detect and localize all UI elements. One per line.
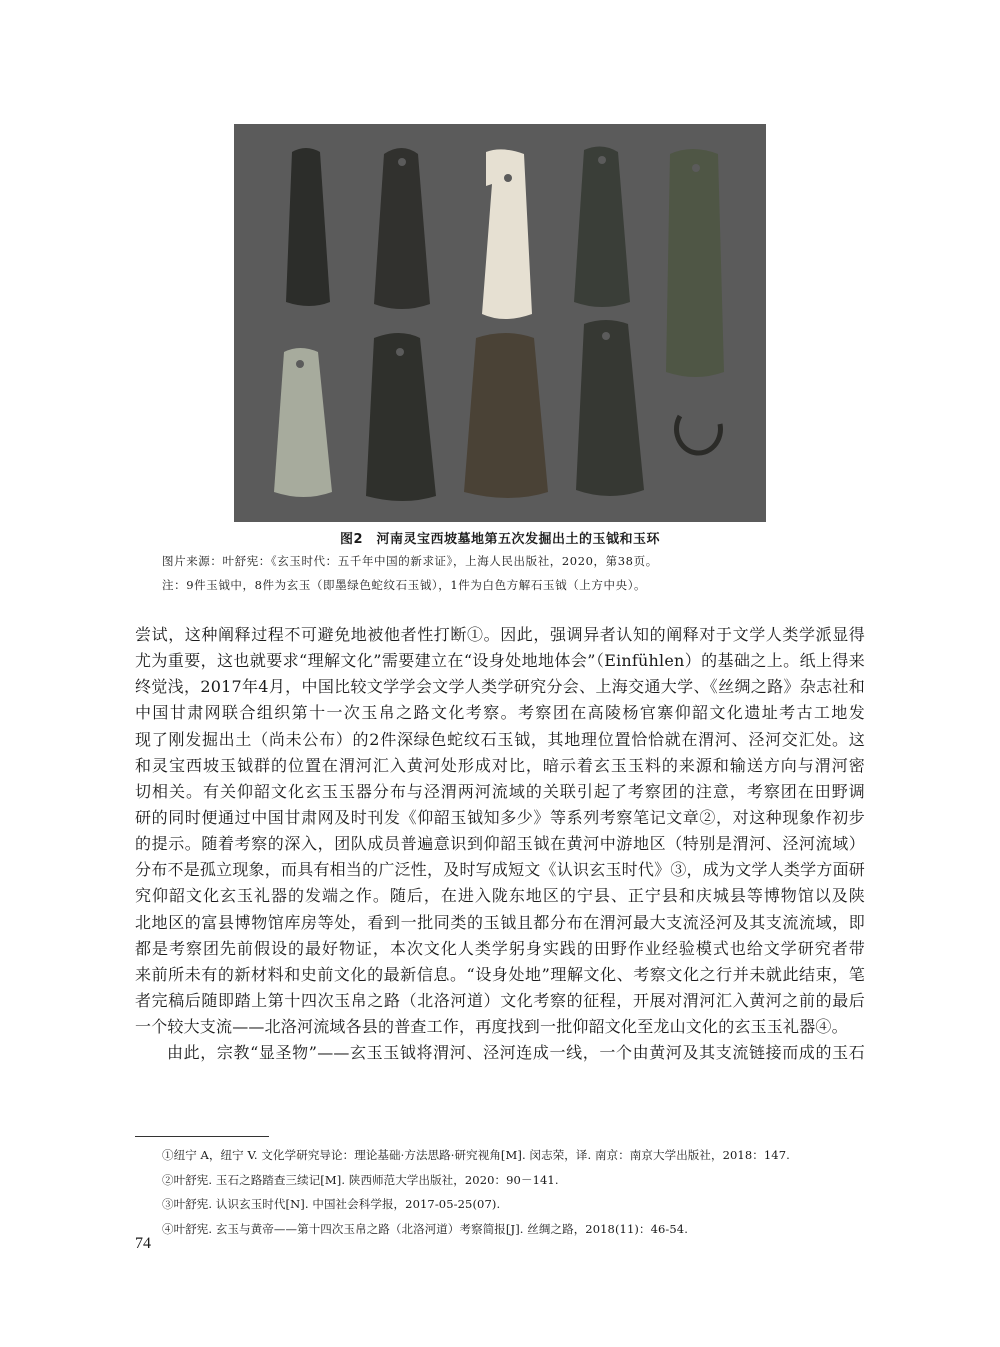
figure-caption: 图2 河南灵宝西坡墓地第五次发掘出土的玉钺和玉环 bbox=[339, 532, 661, 547]
body-line: 尤为重要，这也就要求“理解文化”需要建立在“设身处地地体会”（Einfühlen）的基础之上。纸上得来 bbox=[135, 651, 865, 671]
footnotes bbox=[162, 1143, 862, 1241]
page-number: 74 bbox=[135, 1235, 151, 1252]
body-line: 都是考察团先前假设的最好物证，本次文化人类学躬身实践的田野作业经验模式也给文学研究者带 bbox=[135, 938, 865, 958]
green-jade-axe-large bbox=[666, 149, 724, 377]
footnote: ①纽宁 A，纽宁 V. 文化学研究导论：理论基础·方法思路·研究视角[M]. 闵志荣，译. 南京：南京大学出版社，2018：147. bbox=[162, 1148, 790, 1162]
body-line: 究仰韶文化玄玉礼器的发端之作。随后，在进入陇东地区的宁县、正宁县和庆城县等博物馆以及陕 bbox=[135, 886, 865, 906]
footnote: ③叶舒宪. 认识玄玉时代[N]. 中国社会科学报，2017-05-25(07). bbox=[162, 1197, 501, 1211]
body-line: 现了刚发掘出土（尚未公布）的2件深绿色蛇纹石玉钺，其地理位置恰恰就在渭河、泾河交汇处。这 bbox=[135, 729, 865, 749]
body-line: 分布不是孤立现象，而具有相当的广泛性，及时写成短文《认识玄玉时代》③，成为文学人类学方面研 bbox=[135, 860, 865, 880]
white-calcite-axe bbox=[482, 149, 532, 319]
footnote: ④叶舒宪. 玄玉与黄帝——第十四次玉帛之路（北洛河道）考察简报[J]. 丝绸之路，2018(11)：46-54. bbox=[162, 1221, 688, 1236]
brown-jade-axe bbox=[464, 333, 548, 498]
body-line: 一个较大支流——北洛河流域各县的普查工作，再度找到一批仰韶文化至龙山文化的玄玉玉礼器④。 bbox=[135, 1017, 848, 1037]
figure-note: 注：9件玉钺中，8件为玄玉（即墨绿色蛇纹石玉钺），1件为白色方解石玉钺（上方中央）。 bbox=[162, 578, 647, 592]
body-line: 来前所未有的新材料和史前文化的最新信息。“设身处地”理解文化、考察文化之行并未就此结束，笔 bbox=[135, 964, 865, 984]
body-line: 尝试，这种阐释过程不可避免地被他者性打断①。因此，强调异者认知的阐释对于文学人类学派显得 bbox=[135, 625, 865, 644]
body-line: 的提示。随着考察的深入，团队成员普遍意识到仰韶玉钺在黄河中游地区（特别是渭河、泾河流域） bbox=[135, 834, 865, 854]
artifact-photo bbox=[234, 124, 766, 522]
body-line: 北地区的富县博物馆库房等处，看到一批同类的玉钺且都分布在渭河最大支流泾河及其支流流域，即 bbox=[135, 912, 865, 932]
body-line: 者完稿后随即踏上第十四次玉帛之路（北洛河道）文化考察的征程，开展对渭河汇入黄河之前的最后 bbox=[135, 990, 865, 1010]
body-line: 中国甘肃网联合组织第十一次玉帛之路文化考察。考察团在高陵杨官寨仰韶文化遗址考古工地发 bbox=[135, 703, 865, 723]
body-paragraphs bbox=[135, 622, 865, 1066]
body-line: 切相关。有关仰韶文化玄玉玉器分布与泾渭两河流域的关联引起了考察团的注意，考察团在田野调 bbox=[135, 781, 865, 801]
jade-axes-photo-illustration bbox=[234, 124, 766, 522]
body-line: 由此，宗教“显圣物”——玄玉玉钺将渭河、泾河连成一线，一个由黄河及其支流链接而成的玉石 bbox=[167, 1043, 865, 1063]
body-line: 研的同时便通过中国甘肃网及时刊发《仰韶玉钺知多少》等系列考察笔记文章②，对这种现象作初步 bbox=[135, 807, 865, 827]
body-line: 终觉浅，2017年4月，中国比较文学学会文学人类学研究分会、上海交通大学、《丝绸之路》杂志社和 bbox=[135, 677, 865, 697]
footnote: ②叶舒宪. 玉石之路踏查三续记[M]. 陕西师范大学出版社，2020：90－141. bbox=[162, 1172, 559, 1187]
figure-source: 图片来源：叶舒宪：《玄玉时代：五千年中国的新求证》，上海人民出版社，2020，第38页。 bbox=[162, 554, 658, 568]
body-line: 和灵宝西坡玉钺群的位置在渭河汇入黄河处形成对比，暗示着玄玉玉料的来源和输送方向与渭河密 bbox=[135, 755, 865, 775]
footnote-divider bbox=[135, 1136, 269, 1137]
